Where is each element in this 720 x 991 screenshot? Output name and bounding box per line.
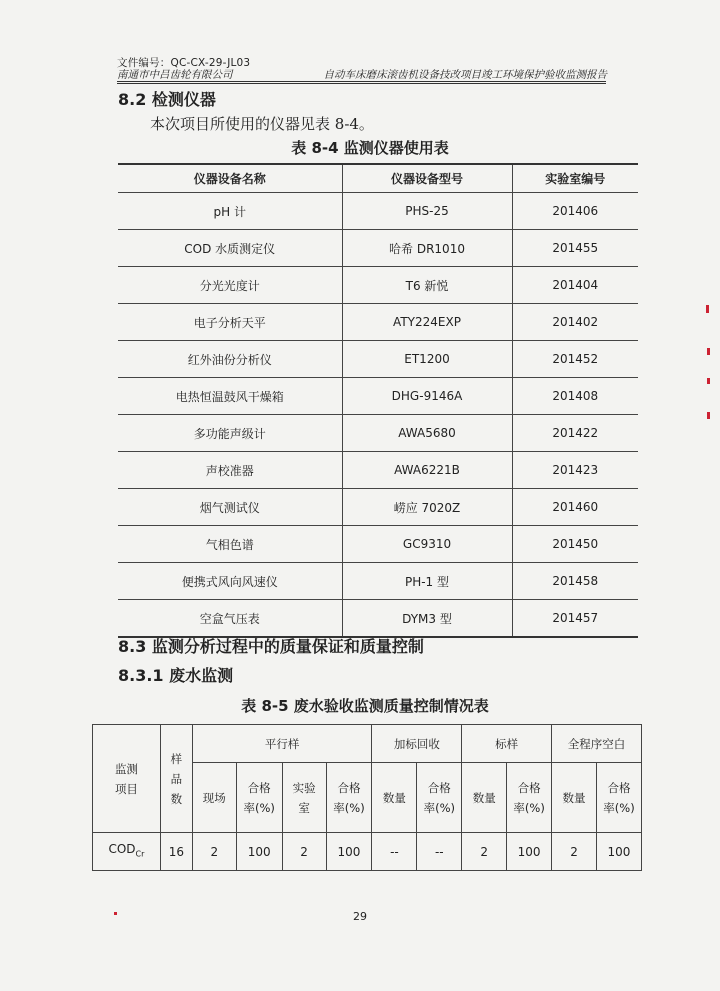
cell-name: 烟气测试仪 [118,489,342,526]
cell-model: ATY224EXP [342,304,512,341]
table-row [118,452,638,489]
company-name: 南通市中吕齿轮有限公司 [117,69,233,81]
header-field: 现场 [192,763,236,833]
cell-name: 便携式风向风速仪 [118,563,342,600]
cell-lab-no: 201408 [512,378,638,415]
header-standard: 标样 [462,725,552,763]
cell-lab-no: 201406 [512,193,638,230]
table-row [118,489,638,526]
cell-model: ET1200 [342,341,512,378]
header-instrument-model: 仪器设备型号 [342,164,512,193]
scan-mark [707,412,710,419]
table-row [118,193,638,230]
cell-std-count: 2 [462,833,507,871]
header-lab: 实验 室 [282,763,326,833]
header-sample-count: 样 品 数 [160,725,192,833]
cell-name: 红外油份分析仪 [118,341,342,378]
header-parallel: 平行样 [192,725,372,763]
cell-model: T6 新悦 [342,267,512,304]
qc-header-row-1 [93,725,642,763]
cell-field-rate: 100 [236,833,282,871]
table-row [118,341,638,378]
header-spike: 加标回收 [372,725,462,763]
cell-lab-no: 201452 [512,341,638,378]
table-row [118,600,638,638]
cell-name: COD 水质测定仪 [118,230,342,267]
cell-lab-no: 201457 [512,600,638,638]
header-blank: 全程序空白 [552,725,642,763]
cell-name: 空盒气压表 [118,600,342,638]
cell-spike-count: -- [372,833,417,871]
cell-field: 2 [192,833,236,871]
cell-model: DHG-9146A [342,378,512,415]
doc-number: 文件编号：QC-CX-29-JL03 [117,57,251,69]
table-row [118,304,638,341]
table-row [118,378,638,415]
qc-table [92,724,642,871]
cell-model: 哈希 DR1010 [342,230,512,267]
cell-lab-no: 201402 [512,304,638,341]
cell-lab: 2 [282,833,326,871]
cell-lab-no: 201455 [512,230,638,267]
cell-blank-rate: 100 [596,833,641,871]
scan-mark [114,912,117,915]
cell-samples: 16 [160,833,192,871]
cell-name: 气相色谱 [118,526,342,563]
header-blank-rate: 合格 率(%) [596,763,641,833]
cell-model: PHS-25 [342,193,512,230]
cell-name: 分光光度计 [118,267,342,304]
cell-spike-rate: -- [417,833,462,871]
table-row [118,230,638,267]
cell-lab-no: 201423 [512,452,638,489]
header-rule [117,81,606,82]
table-row [118,563,638,600]
cell-model: DYM3 型 [342,600,512,638]
cell-name: pH 计 [118,193,342,230]
cell-lab-no: 201404 [512,267,638,304]
header-rule-2 [117,83,606,84]
header-lab-rate: 合格 率(%) [326,763,372,833]
cell-std-rate: 100 [507,833,552,871]
instrument-table [118,163,638,638]
cell-model: PH-1 型 [342,563,512,600]
header-spike-rate: 合格 率(%) [417,763,462,833]
table-8-4-caption: 表 8-4 监测仪器使用表 [291,139,449,157]
scan-mark [707,348,710,355]
cell-name: 电子分析天平 [118,304,342,341]
cell-lab-no: 201422 [512,415,638,452]
header-instrument-name: 仪器设备名称 [118,164,342,193]
cell-model: 崂应 7020Z [342,489,512,526]
cell-name: 电热恒温鼓风干燥箱 [118,378,342,415]
cell-model: AWA6221B [342,452,512,489]
cell-model: GC9310 [342,526,512,563]
table-row [93,833,642,871]
section-8-3-heading: 8.3 监测分析过程中的质量保证和质量控制 [118,637,424,656]
table-row [118,415,638,452]
table-row [118,526,638,563]
header-spike-count: 数量 [372,763,417,833]
cell-item: $COD_{Cr}$ [93,833,161,871]
header-monitor-item: 监测 项目 [93,725,161,833]
section-8-2-heading: 8.2 检测仪器 [118,90,216,109]
scan-mark [706,305,709,313]
cell-blank-count: 2 [552,833,597,871]
page-number: 29 [353,910,367,923]
cell-lab-no: 201450 [512,526,638,563]
table-row [118,267,638,304]
cell-name: 声校准器 [118,452,342,489]
table-header-row [118,164,638,193]
table-8-5-caption: 表 8-5 废水验收监测质量控制情况表 [241,697,489,715]
header-field-rate: 合格 率(%) [236,763,282,833]
section-8-3-1-heading: 8.3.1 废水监测 [118,666,234,685]
header-std-rate: 合格 率(%) [507,763,552,833]
cell-name: 多功能声级计 [118,415,342,452]
section-8-2-paragraph: 本次项目所使用的仪器见表 8-4。 [150,115,374,133]
scan-mark [707,378,710,384]
header-blank-count: 数量 [552,763,597,833]
report-title: 自动车床磨床滚齿机设备技改项目竣工环境保护验收监测报告 [323,69,607,81]
cell-lab-no: 201460 [512,489,638,526]
cell-model: AWA5680 [342,415,512,452]
cell-lab-no: 201458 [512,563,638,600]
cell-lab-rate: 100 [326,833,372,871]
header-std-count: 数量 [462,763,507,833]
header-lab-number: 实验室编号 [512,164,638,193]
